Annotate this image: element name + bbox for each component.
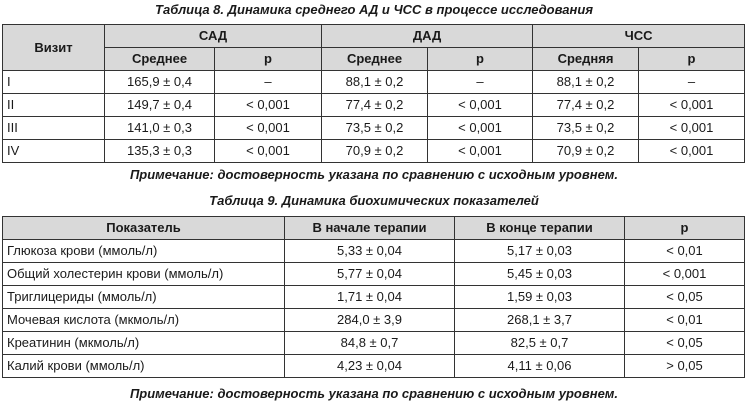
table9-cell: 1,59 ± 0,03: [455, 286, 625, 309]
table8-cell: < 0,001: [215, 117, 322, 140]
table8-subheader: Среднее: [105, 48, 215, 71]
table8-cell: < 0,001: [215, 140, 322, 163]
table9-row: [3, 263, 745, 286]
table8-cell: II: [3, 94, 105, 117]
table8-cell: < 0,001: [428, 94, 533, 117]
table8-subheader: p: [215, 48, 322, 71]
table9-cell: Калий крови (ммоль/л): [3, 355, 285, 378]
table9-cell: 4,23 ± 0,04: [285, 355, 455, 378]
table8-cell: 77,4 ± 0,2: [533, 94, 639, 117]
table8-subheader: p: [639, 48, 745, 71]
table8-cell: –: [639, 71, 745, 94]
table8-cell: III: [3, 117, 105, 140]
table9-cell: < 0,05: [625, 286, 745, 309]
table9-row: [3, 355, 745, 378]
table9-cell: 5,33 ± 0,04: [285, 240, 455, 263]
table9-cell: < 0,01: [625, 309, 745, 332]
table9-cell: Триглицериды (ммоль/л): [3, 286, 285, 309]
table9-cell: > 0,05: [625, 355, 745, 378]
table8-cell: 88,1 ± 0,2: [533, 71, 639, 94]
table9-cell: < 0,001: [625, 263, 745, 286]
table8-cell: < 0,001: [639, 94, 745, 117]
table8-subheader: p: [428, 48, 533, 71]
table8-cell: 73,5 ± 0,2: [533, 117, 639, 140]
table8-cell: 165,9 ± 0,4: [105, 71, 215, 94]
table8-cell: 70,9 ± 0,2: [533, 140, 639, 163]
table9-cell: 5,17 ± 0,03: [455, 240, 625, 263]
table9-cell: 268,1 ± 3,7: [455, 309, 625, 332]
table8-subheader: Средняя: [533, 48, 639, 71]
table8-subheader: Среднее: [322, 48, 428, 71]
table8-row: [3, 94, 745, 117]
table9-cell: Мочевая кислота (мкмоль/л): [3, 309, 285, 332]
table8-cell: –: [428, 71, 533, 94]
table9-note: Примечание: достоверность указана по сравнению с исходным уровнем.: [129, 386, 619, 401]
table9-header: p: [625, 217, 745, 240]
table9-header: В конце терапии: [455, 217, 625, 240]
table9-cell: Глюкоза крови (ммоль/л): [3, 240, 285, 263]
table8-cell: 73,5 ± 0,2: [322, 117, 428, 140]
table9: [2, 216, 745, 378]
table9-cell: Общий холестерин крови (ммоль/л): [3, 263, 285, 286]
table9-cell: Креатинин (мкмоль/л): [3, 332, 285, 355]
table8-cell: < 0,001: [639, 140, 745, 163]
table9-row: [3, 286, 745, 309]
table8-note: Примечание: достоверность указана по сравнению с исходным уровнем.: [129, 167, 619, 182]
table8-row: [3, 140, 745, 163]
table8-header-dad: ДАД: [322, 25, 533, 48]
table8-cell: I: [3, 71, 105, 94]
table9-cell: 5,77 ± 0,04: [285, 263, 455, 286]
table8-cell: < 0,001: [215, 94, 322, 117]
table8-header-visit: Визит: [3, 25, 105, 71]
table8-cell: 77,4 ± 0,2: [322, 94, 428, 117]
table9-header: Показатель: [3, 217, 285, 240]
table9-row: [3, 240, 745, 263]
table9-body: [3, 240, 745, 378]
table8-header-sad: САД: [105, 25, 322, 48]
table9-cell: 284,0 ± 3,9: [285, 309, 455, 332]
table8-caption: Таблица 8. Динамика среднего АД и ЧСС в процессе исследования: [155, 2, 593, 17]
table8-cell: < 0,001: [428, 140, 533, 163]
table8-cell: < 0,001: [428, 117, 533, 140]
table9-header: В начале терапии: [285, 217, 455, 240]
table8-row: [3, 71, 745, 94]
table8-body: [3, 71, 745, 163]
table8-cell: 70,9 ± 0,2: [322, 140, 428, 163]
table9-cell: 5,45 ± 0,03: [455, 263, 625, 286]
table8-cell: 149,7 ± 0,4: [105, 94, 215, 117]
table8-cell: 88,1 ± 0,2: [322, 71, 428, 94]
table8-cell: 141,0 ± 0,3: [105, 117, 215, 140]
table9-row: [3, 332, 745, 355]
table8-row: [3, 117, 745, 140]
table8-cell: IV: [3, 140, 105, 163]
table8-cell: –: [215, 71, 322, 94]
table9-row: [3, 309, 745, 332]
table9-cell: 4,11 ± 0,06: [455, 355, 625, 378]
table9-cell: 84,8 ± 0,7: [285, 332, 455, 355]
table8: [2, 24, 745, 163]
table8-header-chss: ЧСС: [533, 25, 745, 48]
table9-cell: < 0,01: [625, 240, 745, 263]
table9-cell: < 0,05: [625, 332, 745, 355]
table9-cell: 82,5 ± 0,7: [455, 332, 625, 355]
table8-cell: < 0,001: [639, 117, 745, 140]
table8-cell: 135,3 ± 0,3: [105, 140, 215, 163]
table9-cell: 1,71 ± 0,04: [285, 286, 455, 309]
table9-caption: Таблица 9. Динамика биохимических показателей: [209, 193, 539, 208]
